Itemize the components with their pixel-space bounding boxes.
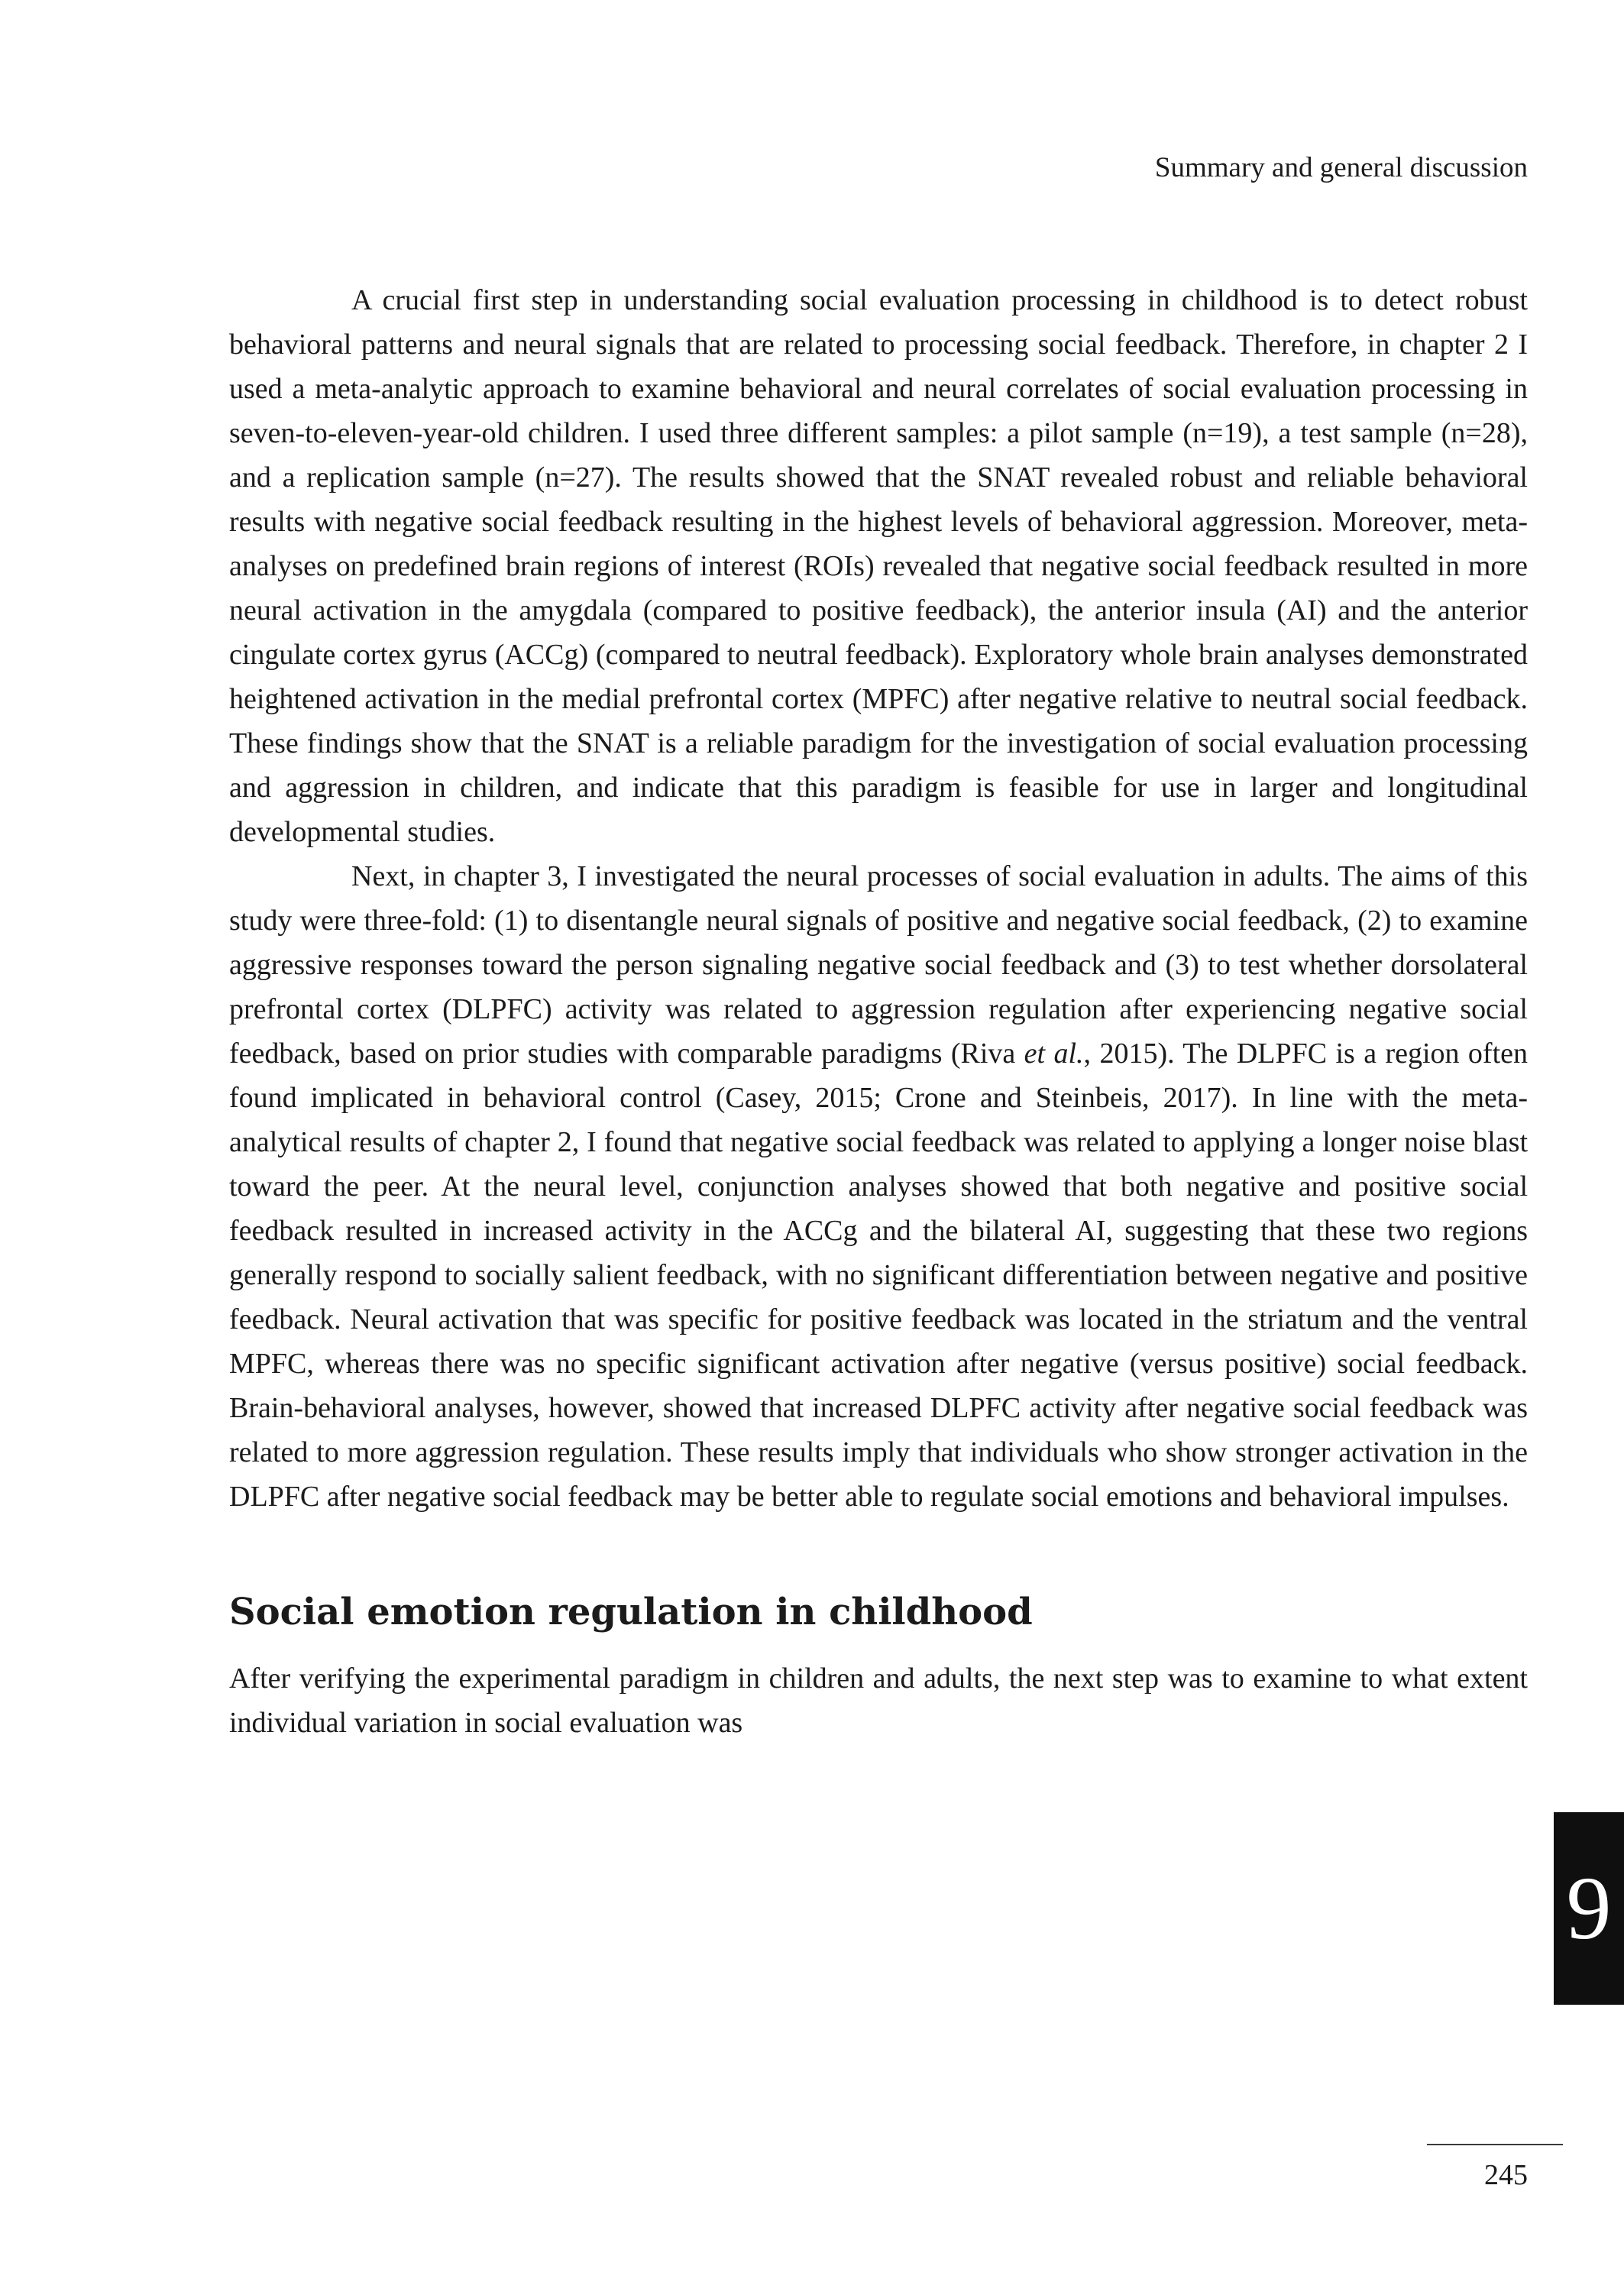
- page-number: 245: [1484, 2159, 1528, 2191]
- paragraph-section-intro: After verifying the experimental paradigm in children and adults, the next step was to examine to what extent individual variation in social evaluation was: [229, 1662, 1528, 1739]
- chapter-number-tab: 9: [1554, 1812, 1624, 2005]
- citation-et-al-italic: et al.: [1024, 1038, 1084, 1070]
- paragraph-chapter3-text-before-citation: Next, in chapter 3, I investigated the neural processes of social evaluation in adults. The aims of this study were three-fold: (1) to disentangle neural signals of positive and negative social feedback, (2) to examine aggressive responses toward the person signaling negative social feedback and (3) to test whether dorsolateral prefrontal cortex (DLPFC) activity was related to aggression regulation after experiencing negative social feedback, based on prior studies with comparable paradigms (Riva: [229, 860, 1528, 1070]
- footer-rule: [1427, 2144, 1563, 2145]
- paragraph-chapter2-summary: A crucial first step in understanding social evaluation processing in childhood is to detect robust behavioral patterns and neural signals that are related to processing social feedback. Therefore, in chapter 2 I used a meta-analytic approach to examine behavioral and neural correlates of social evaluation processing in seven-to-eleven-year-old children. I used three different samples: a pilot sample (n=19), a test sample (n=28), and a replication sample (n=27). The results showed that the SNAT revealed robust and reliable behavioral results with negative social feedback resulting in the highest levels of behavioral aggression. Moreover, meta-analyses on predefined brain regions of interest (ROIs) revealed that negative social feedback resulted in more neural activation in the amygdala (compared to positive feedback), the anterior insula (AI) and the anterior cingulate cortex gyrus (ACCg) (compared to neutral feedback). Exploratory whole brain analyses demonstrated heightened activation in the medial prefrontal cortex (MPFC) after negative relative to neutral social feedback. These findings show that the SNAT is a reliable paradigm for the investigation of social evaluation processing and aggression in children, and indicate that this paradigm is feasible for use in larger and longitudinal developmental studies.: [229, 284, 1528, 848]
- body-text: [229, 278, 1528, 1745]
- section-heading: Social emotion regulation in childhood: [229, 1591, 1033, 1633]
- running-header: Summary and general discussion: [1154, 152, 1528, 183]
- paragraph-chapter3-text-after-citation: , 2015). The DLPFC is a region often found implicated in behavioral control (Casey, 2015; Crone and Steinbeis, 2017). In line with the meta-analytical results of chapter 2, I found that negative social feedback was related to applying a longer noise blast toward the peer. At the neural level, conjunction analyses showed that both negative and positive social feedback resulted in increased activity in the ACCg and the bilateral AI, suggesting that these two regions generally respond to socially salient feedback, with no significant differentiation between negative and positive feedback. Neural activation that was specific for positive feedback was located in the striatum and the ventral MPFC, whereas there was no specific significant activation after negative (versus positive) social feedback. Brain-behavioral analyses, however, showed that increased DLPFC activity after negative social feedback was related to more aggression regulation. These results imply that individuals who show stronger activation in the DLPFC after negative social feedback may be better able to regulate social emotions and behavioral impulses.: [229, 1038, 1529, 1513]
- paragraph-chapter3-summary: [229, 854, 1528, 1519]
